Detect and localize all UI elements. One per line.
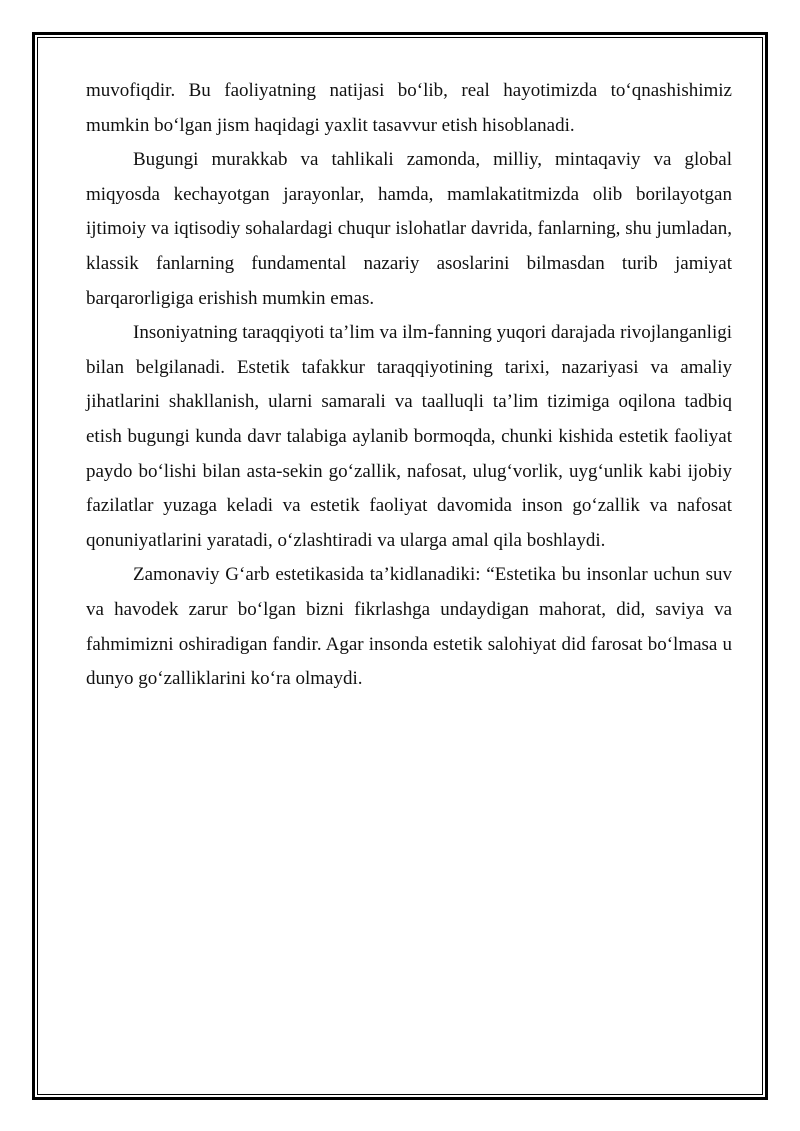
document-body [86,74,732,697]
paragraph-1: muvofiqdir. Bu faoliyatning natijasi bo‘lib, real hayotimizda to‘qnashishimiz mumkin bo‘lgan jism haqidagi yaxlit tasavvur etish hisoblanadi. [86,80,732,136]
paragraph-2: Bugungi murakkab va tahlikali zamonda, milliy, mintaqaviy va global miqyosda kechayotgan jarayonlar, hamda, mamlakatitmizda olib borilayotgan ijtimoiy va iqtisodiy sohalardagi chuqur islohatlar davrida, fanlarning, shu jumladan, klassik fanlarning fundamental nazariy asoslarini bilmasdan turib jamiyat barqarorligiga erishish mumkin emas. [86,149,732,309]
paragraph-3: Insoniyatning taraqqiyoti ta’lim va ilm-fanning yuqori darajada rivojlanganligi bilan belgilanadi. Estetik tafakkur taraqqiyotining tarixi, nazariyasi va amaliy jihatlarini shakllanish, ularni samarali va taalluqli ta’lim tizimiga oqilona tadbiq etish bugungi kunda davr talabiga aylanib bormoqda, chunki kishida estetik faoliyat paydo bo‘lishi bilan asta-sekin go‘zallik, nafosat, ulug‘vorlik, uyg‘unlik kabi ijobiy fazilatlar yuzaga keladi va estetik faoliyat davomida inson go‘zallik va nafosat qonuniyatlarini yaratadi, o‘zlashtiradi va ularga amal qila boshlaydi. [86,322,732,551]
paragraph-4: Zamonaviy G‘arb estetikasida ta’kidlanadiki: “Estetika bu insonlar uchun suv va havodek zarur bo‘lgan bizni fikrlashga undaydigan mahorat, did, saviya va fahmimizni oshiradigan fandir. Agar insonda estetik salohiyat did farosat bo‘lmasa u dunyo go‘zalliklarini ko‘ra olmaydi. [86,564,732,690]
